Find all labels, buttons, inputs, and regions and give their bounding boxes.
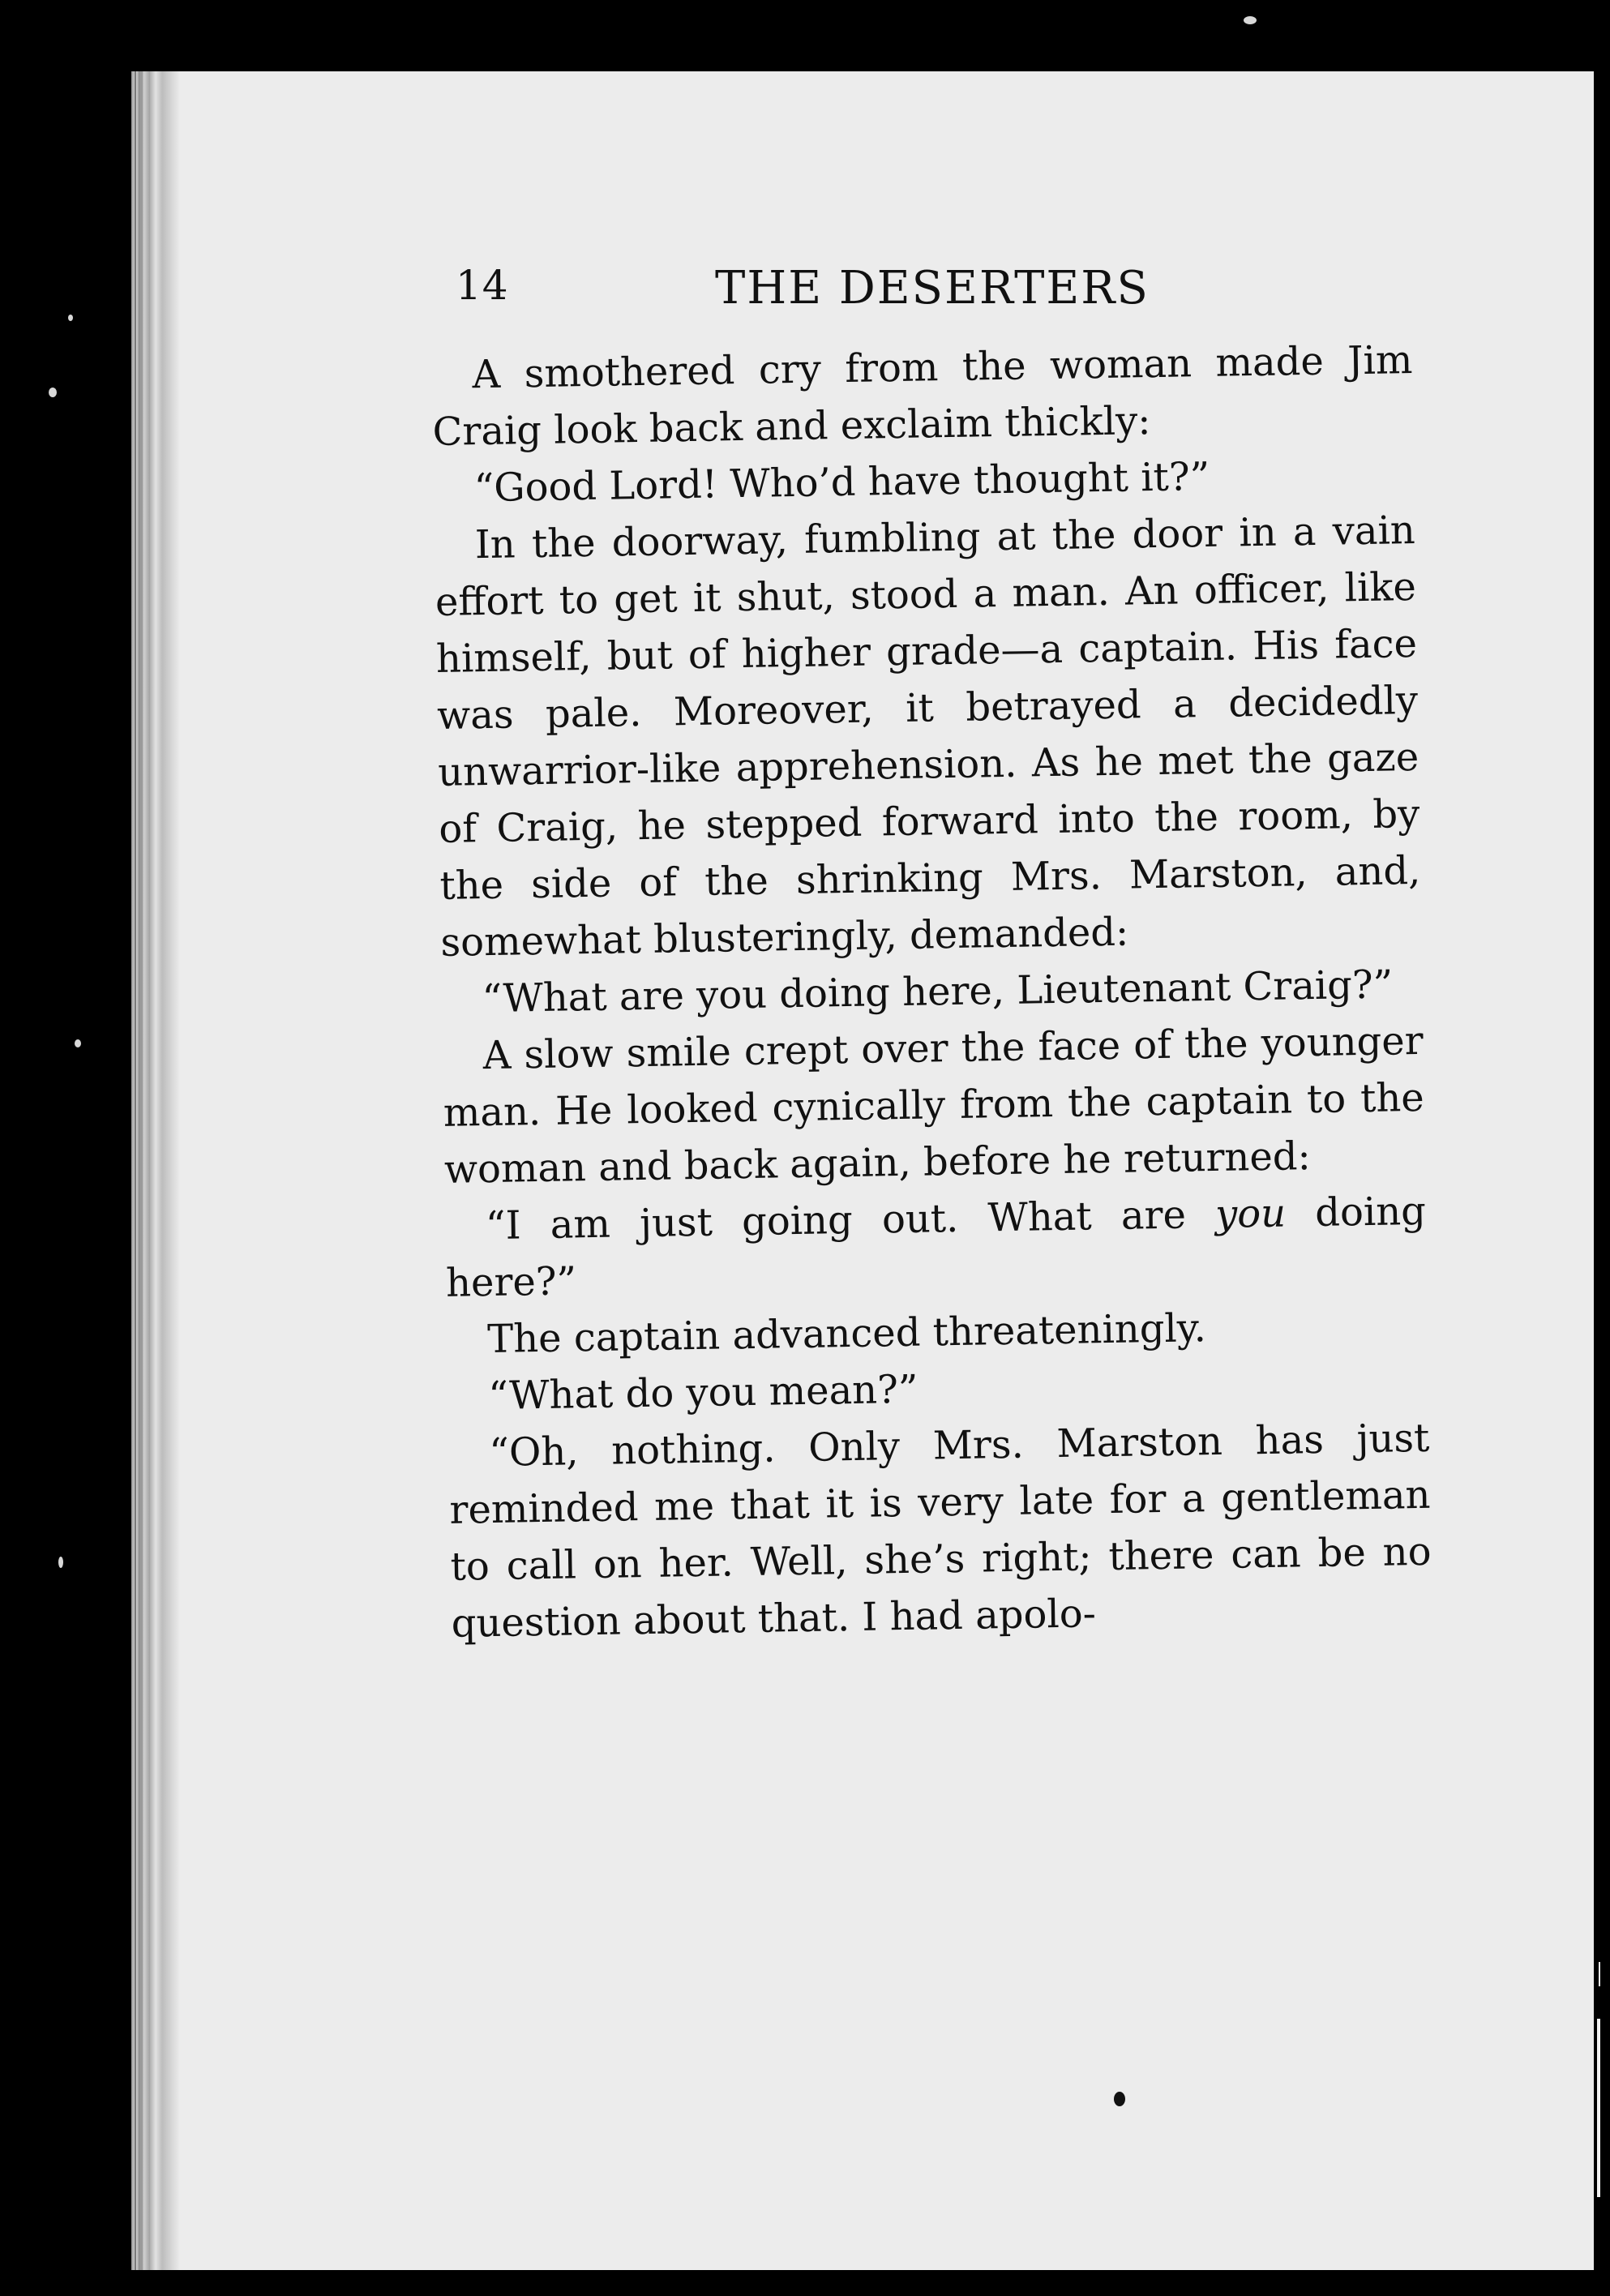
paragraph: A smothered cry from the woman made Jim Craig look back and exclaim thickly:: [432, 336, 1413, 455]
body-text: [431, 332, 1432, 1652]
scan-speck: [1244, 16, 1257, 24]
paragraph: In the doorway, fumbling at the door in a vain effort to get it shut, stood a man. An officer, like himself, but of higher grade—a captain. His face was pale. Moreover, it betrayed a decidedly unwarrior-like apprehension. As he met the gaze of Craig, he stepped forward into the room, by the side of the shrinking Mrs. Marston, and, somewhat blusteringly, demanded:: [435, 507, 1421, 966]
running-title: THE DESERTERS: [715, 262, 1150, 315]
text-run: “I am just going out. What are: [485, 1191, 1216, 1249]
paragraph: A slow smile crept over the face of the younger man. He looked cynically from the captain to the woman and back again, before he returned:: [443, 1017, 1425, 1193]
page-content: [131, 71, 1594, 2270]
italic-emphasis: you: [1214, 1190, 1287, 1237]
scan-speck: [75, 1039, 81, 1047]
edge-mark: [1599, 1962, 1600, 1986]
paragraph: “Good Lord! Who’d have thought it?”: [473, 453, 1210, 512]
paragraph: “What do you mean?”: [487, 1366, 918, 1420]
edge-mark: [1597, 2019, 1600, 2197]
paragraph: “What are you doing here, Lieutenant Craig?”: [482, 962, 1394, 1022]
page-number: 14: [456, 262, 509, 309]
ink-dot: [1114, 2092, 1125, 2106]
scan-speck: [68, 315, 73, 321]
scan-speck: [58, 1557, 63, 1568]
running-head: [456, 262, 1347, 327]
text-run: doing here?”: [445, 1188, 1427, 1306]
paragraph: [444, 1183, 1427, 1312]
scan-speck: [49, 388, 57, 397]
right-page-edge: [1594, 65, 1610, 2296]
paragraph: “Oh, nothing. Only Mrs. Marston has just reminded me that it is very late for a gentleman to call on her. Well, she’s right; there can be no question about that. I had apolo-: [449, 1415, 1432, 1647]
book-page: [131, 71, 1594, 2270]
paragraph: The captain advanced threateningly.: [486, 1305, 1207, 1363]
